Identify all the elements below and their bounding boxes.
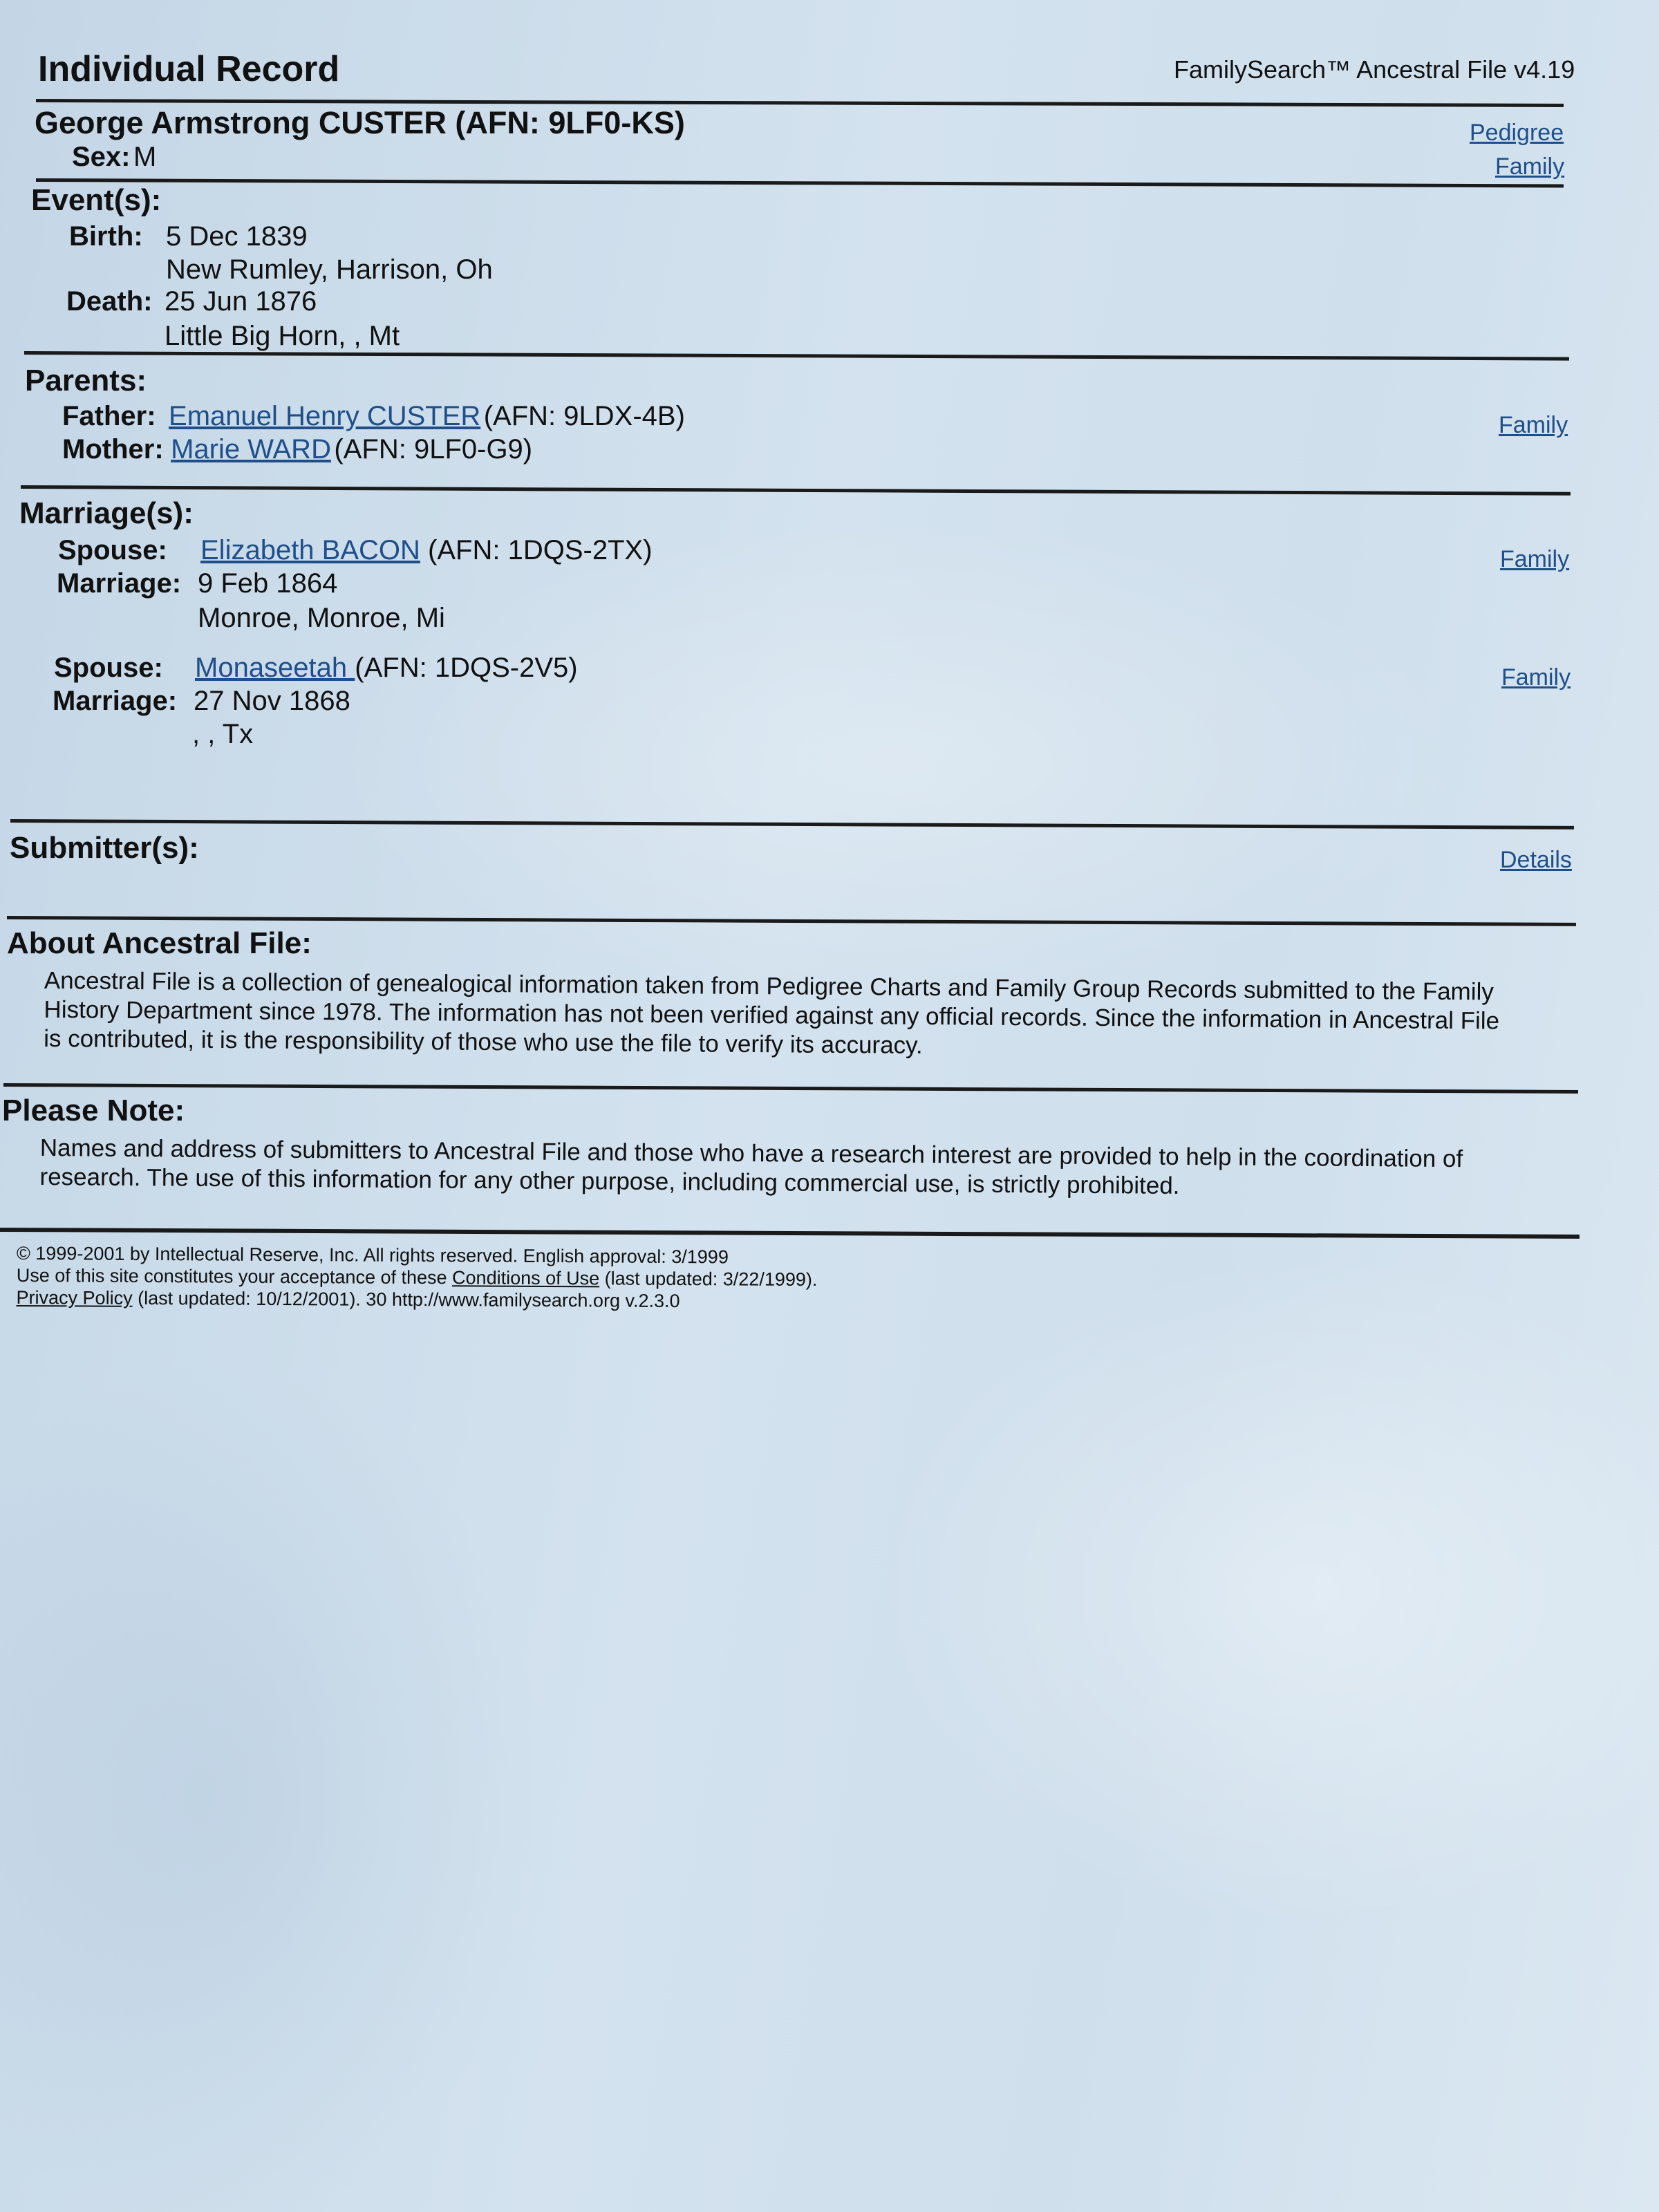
- privacy-policy-link[interactable]: Privacy Policy: [16, 1286, 133, 1309]
- copyright-text: © 1999-2001 by Intellectual Reserve, Inc. All rights reserved. English approval: 3/1999: [16, 1243, 729, 1268]
- spouse-name-link[interactable]: Elizabeth BACON: [200, 535, 420, 565]
- spouse-afn: (AFN: 1DQS-2V5): [355, 653, 578, 683]
- marriage-family-link[interactable]: Family: [1500, 546, 1570, 572]
- events-heading: Event(s):: [31, 183, 162, 217]
- about-text: [44, 966, 1500, 1065]
- sex-value: M: [133, 142, 157, 172]
- note-line: research. The use of this information for any other purpose, including commercial use, is strictly prohibited.: [39, 1163, 1180, 1199]
- father-name-link[interactable]: Emanuel Henry CUSTER: [169, 401, 481, 431]
- about-line: is contributed, it is the responsibility of those who use the file to verify its accuracy.: [44, 1024, 923, 1059]
- spouse-row: [195, 653, 578, 684]
- parents-heading: Parents:: [25, 364, 147, 397]
- birth-label: Birth:: [69, 221, 143, 252]
- divider-about: [3, 1083, 1578, 1094]
- person-name: George Armstrong CUSTER (AFN: 9LF0-KS): [35, 105, 685, 140]
- parents-family-link[interactable]: Family: [1499, 412, 1568, 438]
- mother-name-link[interactable]: Marie WARD: [171, 434, 331, 465]
- about-line: History Department since 1978. The information has not been verified against any official records. Since the information in Ancestral File: [44, 995, 1500, 1035]
- father-afn: (AFN: 9LDX-4B): [483, 401, 685, 431]
- birth-place: New Rumley, Harrison, Oh: [166, 254, 493, 285]
- terms-prefix: Use of this site constitutes your acceptance of these: [16, 1264, 453, 1288]
- mother-afn: (AFN: 9LF0-G9): [334, 434, 533, 465]
- death-label: Death:: [66, 286, 153, 317]
- sex-label: Sex:: [72, 142, 131, 172]
- divider-marriages: [10, 819, 1574, 830]
- footer: [16, 1242, 817, 1313]
- marriage-place: Monroe, Monroe, Mi: [198, 603, 445, 633]
- marriage-label: Marriage:: [53, 686, 178, 716]
- divider-person: [36, 178, 1564, 187]
- divider-note: [0, 1228, 1580, 1239]
- spouse-label: Spouse:: [54, 653, 163, 683]
- father-row: [62, 401, 685, 432]
- terms-suffix: (last updated: 3/22/1999).: [599, 1268, 818, 1291]
- spouse-label: Spouse:: [58, 535, 167, 565]
- mother-label: Mother:: [62, 434, 164, 465]
- marriage-family-link[interactable]: Family: [1501, 664, 1571, 691]
- marriage-place: , , Tx: [192, 719, 254, 749]
- about-line: Ancestral File is a collection of genealogical information taken from Pedigree Charts and Family Group Records submitted to the Family: [44, 967, 1494, 1006]
- pedigree-link[interactable]: Pedigree: [1470, 120, 1564, 146]
- spouse-name-link[interactable]: Monaseetah: [195, 653, 355, 683]
- death-date: 25 Jun 1876: [165, 286, 317, 317]
- sex-row: [72, 142, 156, 173]
- divider-submitters: [7, 916, 1576, 926]
- submitters-heading: Submitter(s):: [10, 831, 199, 865]
- note-heading: Please Note:: [2, 1094, 185, 1127]
- death-place: Little Big Horn, , Mt: [165, 321, 400, 351]
- about-heading: About Ancestral File:: [7, 926, 312, 960]
- privacy-suffix: (last updated: 10/12/2001). 30 http://www.familysearch.org v.2.3.0: [132, 1287, 680, 1312]
- divider-events: [24, 351, 1569, 361]
- birth-date: 5 Dec 1839: [166, 221, 308, 252]
- father-label: Father:: [62, 401, 156, 431]
- mother-row: [62, 434, 532, 465]
- conditions-of-use-link[interactable]: Conditions of Use: [452, 1267, 600, 1289]
- spouse-afn: (AFN: 1DQS-2TX): [428, 535, 653, 565]
- marriage-date: 9 Feb 1864: [198, 568, 338, 599]
- app-title: FamilySearch™ Ancestral File v4.19: [1174, 55, 1575, 84]
- marriage-label: Marriage:: [57, 568, 182, 599]
- divider-parents: [21, 485, 1571, 496]
- spouse-row: [200, 535, 653, 566]
- note-line: Names and address of submitters to Ancestral File and those who have a research interest are provided to help in the coordination of: [39, 1134, 1463, 1173]
- details-link[interactable]: Details: [1500, 847, 1572, 873]
- privacy-line: [16, 1286, 817, 1313]
- marriage-date: 27 Nov 1868: [194, 686, 350, 716]
- marriages-heading: Marriage(s):: [19, 496, 194, 530]
- page-title: Individual Record: [38, 49, 340, 89]
- note-text: [39, 1134, 1463, 1203]
- person-family-link[interactable]: Family: [1495, 153, 1565, 180]
